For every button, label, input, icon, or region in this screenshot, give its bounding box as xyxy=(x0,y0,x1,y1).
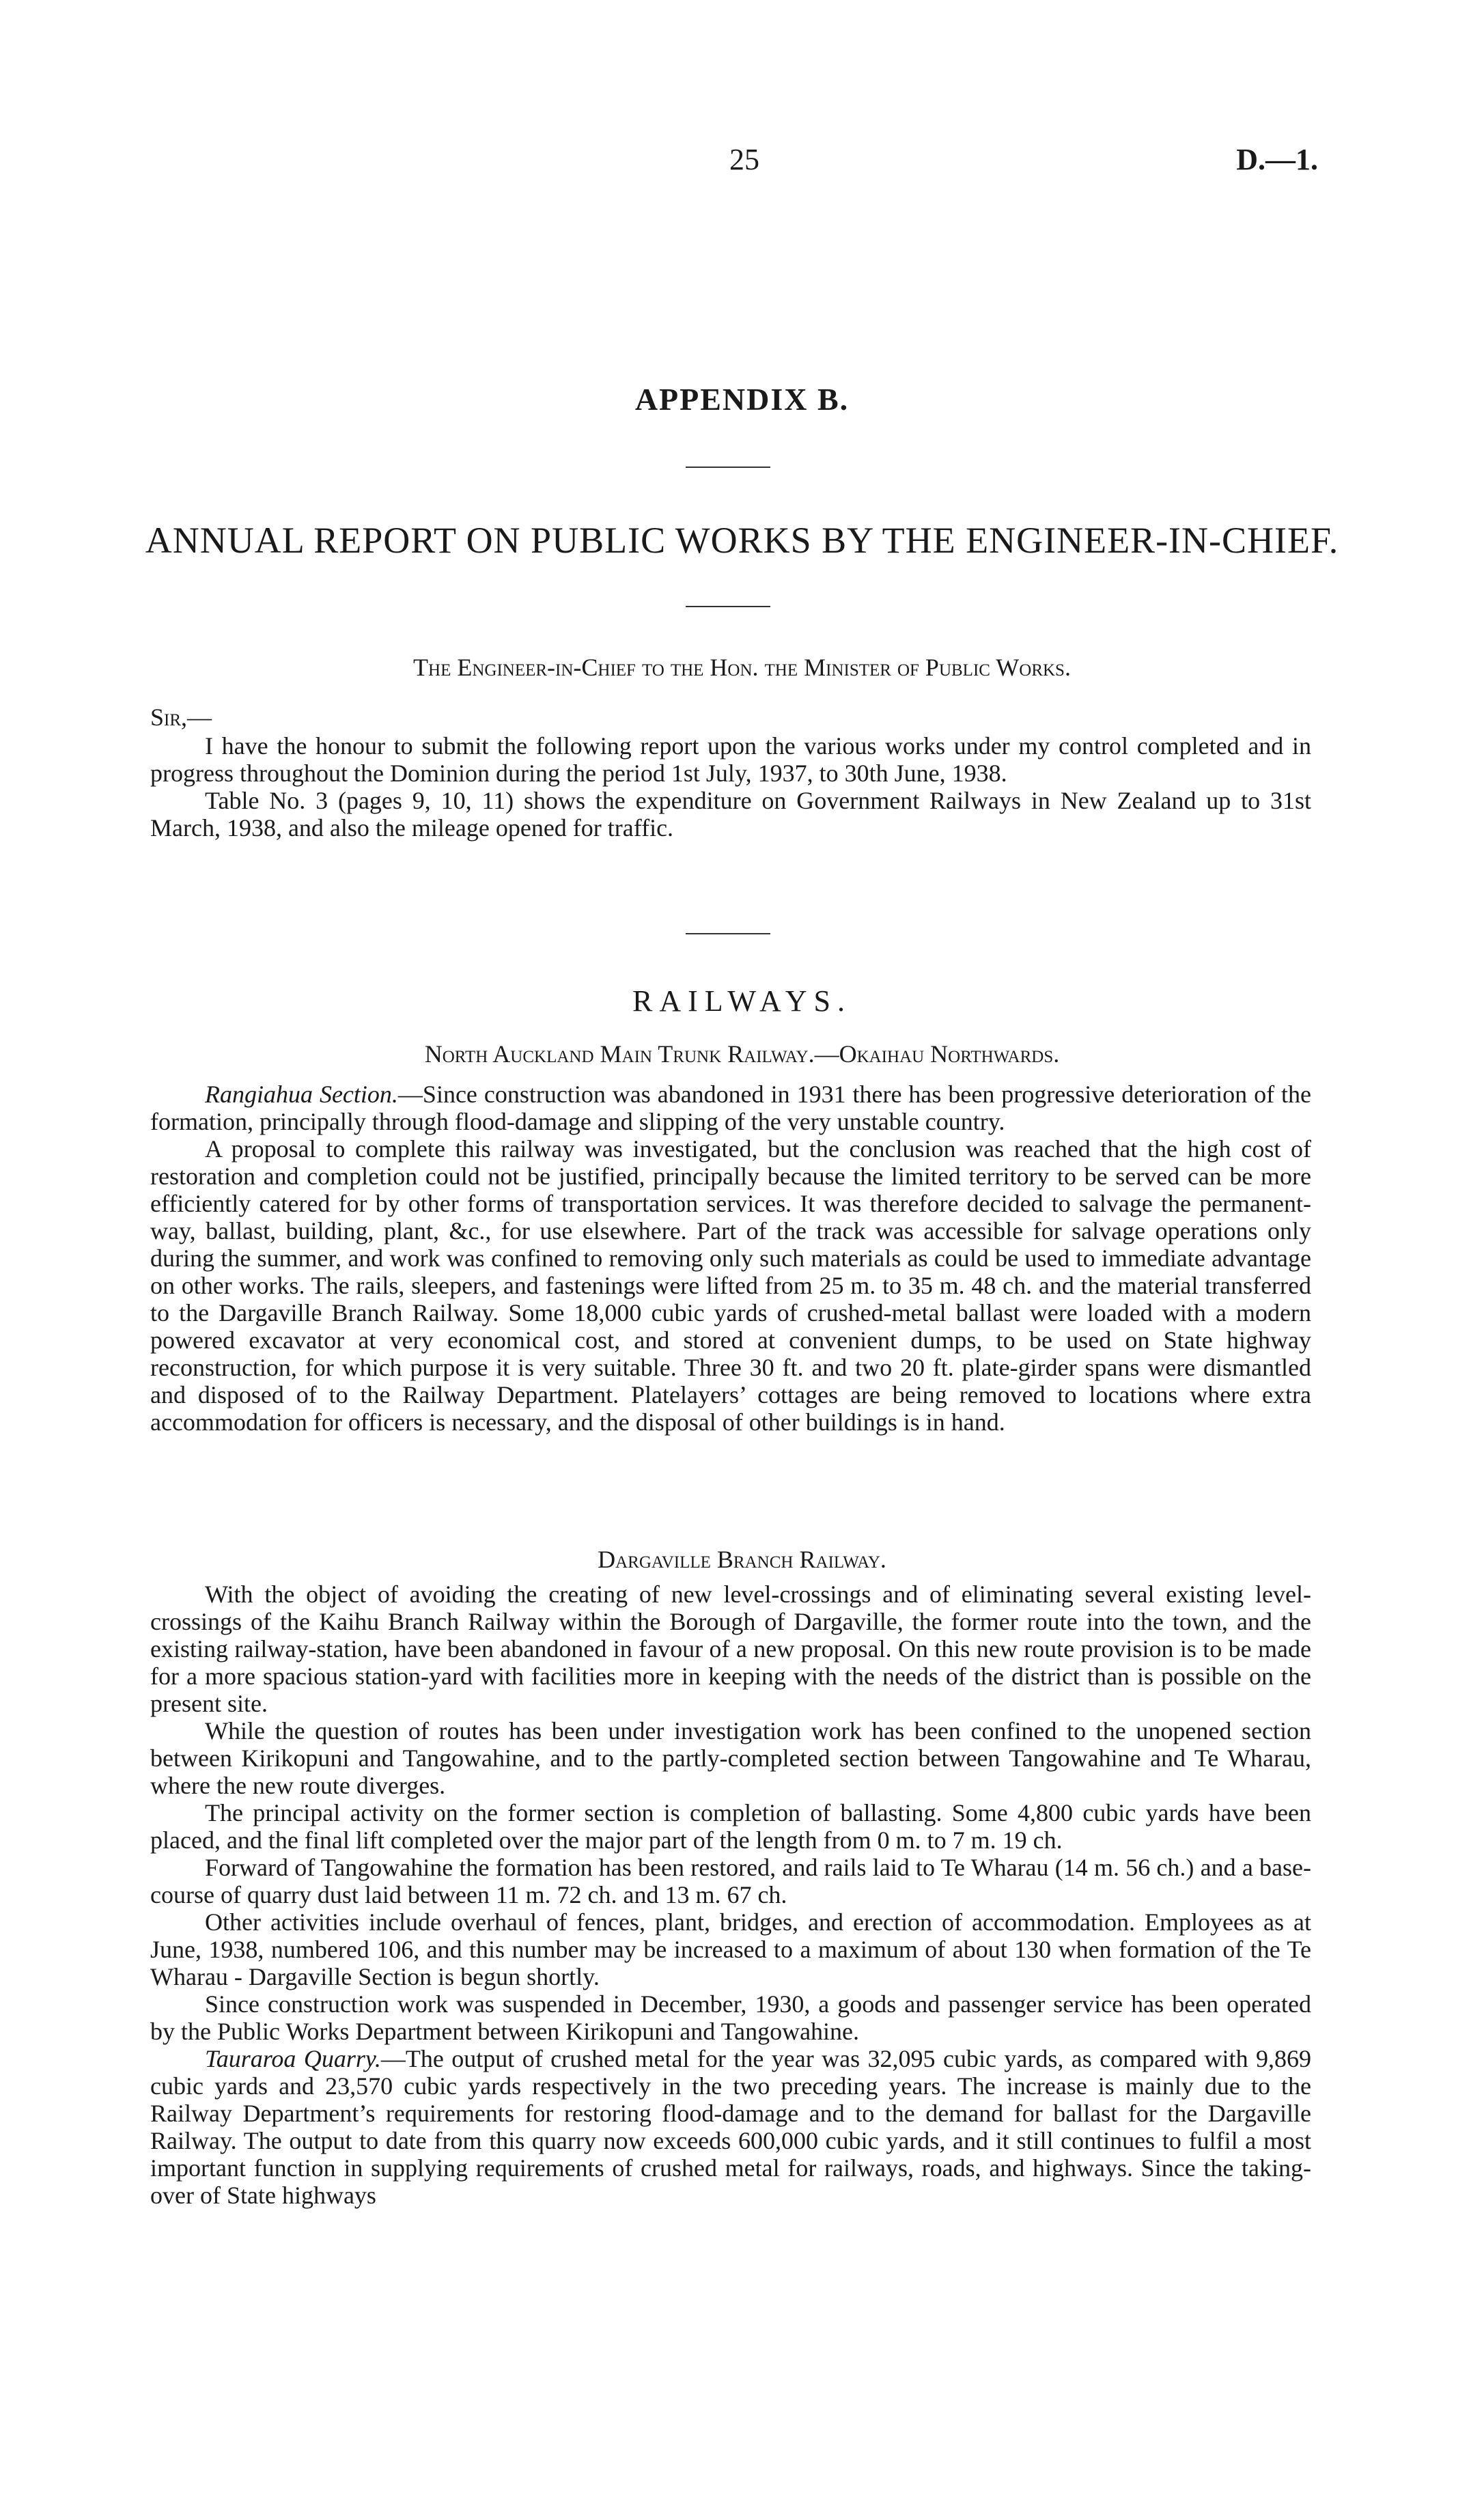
salutation: Sir,— xyxy=(150,704,212,731)
appendix-title: APPENDIX B. xyxy=(634,382,850,417)
italic-lead: Tauraroa Quarry. xyxy=(205,2045,381,2072)
paragraph-text: —The output of crushed metal for the year was 32,095 cubic yards, as compared with 9,869 cubic yards and 23,570 cubic yards respectively in the two preceding years. The increase is mainly due to the Railway Department’s requirements for restoring flood-damage and to the demand for ballast for the Dargaville Railway. The output to date from this quarry now exceeds 600,000 cubic yards, and it still continues to fulfil a most important function in supplying requirements of crushed metal for railways, roads, and highways. Since the taking-over of State highways xyxy=(150,2045,1311,2209)
paragraph: A proposal to complete this railway was investigated, but the conclusion was reached that the high cost of restoration and completion could not be justified, principally because the limited territory to be served can be more efficiently catered for by other forms of transportation services. It was therefore decided to salvage the permanent-way, ballast, building, plant, &c., for use elsewhere. Part of the track was accessible for salvage operations only during the summer, and work was confined to removing only such materials as could be used to immediate advantage on other works. The rails, sleepers, and fastenings were lifted from 25 m. to 35 m. 48 ch. and the material transferred to the Dargaville Branch Railway. Some 18,000 cubic yards of crushed-metal ballast were loaded with a modern powered excavator at very economical cost, and stored at convenient dumps, to be used on State highway reconstruction, for which purpose it is very suitable. Three 30 ft. and two 20 ft. plate-girder spans were dismantled and disposed of to the Railway Department. Platelayers’ cottages are being removed to locations where extra accommodation for officers is necessary, and the disposal of other buildings is in hand. xyxy=(150,1135,1311,1436)
intro-section xyxy=(150,732,1311,842)
paragraph: Other activities include overhaul of fences, plant, bridges, and erection of accommodation. Employees as at June, 1938, numbered 106, and this number may be increased to a maximum of about 130 when formation of the Te Wharau - Dargaville Section is begun shortly. xyxy=(150,1908,1311,1990)
paragraph-text: —Since construction was abandoned in 1931 there has been progressive deterioration of the formation, principally through flood-damage and slipping of the very unstable country. xyxy=(150,1081,1312,1135)
paragraph xyxy=(150,1081,1311,1135)
dargaville-section xyxy=(150,1581,1311,2209)
paragraph: With the object of avoiding the creating of new level-crossings and of eliminating several existing level-crossings of the Kaihu Branch Railway within the Borough of Dargaville, the former route into the town, and the existing railway-station, have been abandoned in favour of a new proposal. On this new route provision is to be made for a more spacious station-yard with facilities more in keeping with the needs of the district than is possible on the present site. xyxy=(150,1581,1311,1717)
report-title: ANNUAL REPORT ON PUBLIC WORKS BY THE ENGINEER-IN-CHIEF. xyxy=(145,520,1339,561)
paragraph: While the question of routes has been under investigation work has been confined to the unopened section between Kirikopuni and Tangowahine, and to the partly-completed section between Tangowahine and Te Wharau, where the new route diverges. xyxy=(150,1717,1311,1799)
address-line: The Engineer-in-Chief to the Hon. the Minister of Public Works. xyxy=(413,654,1071,681)
divider-2 xyxy=(686,606,770,607)
divider-1 xyxy=(686,467,770,468)
italic-lead: Rangiahua Section. xyxy=(205,1081,398,1108)
divider-3 xyxy=(686,933,770,934)
paragraph: Forward of Tangowahine the formation has been restored, and rails laid to Te Wharau (14 m. 56 ch.) and a base-course of quarry dust laid between 11 m. 72 ch. and 13 m. 67 ch. xyxy=(150,1854,1311,1908)
page-number: 25 xyxy=(729,143,759,176)
paragraph: The principal activity on the former section is completion of ballasting. Some 4,800 cubic yards have been placed, and the final lift completed over the major part of the length from 0 m. to 7 m. 19 ch. xyxy=(150,1799,1311,1854)
subsection-heading: North Auckland Main Trunk Railway.—Okaihau Northwards. xyxy=(424,1040,1060,1068)
intro-paragraph: Table No. 3 (pages 9, 10, 11) shows the expenditure on Government Railways in New Zealand up to 31st March, 1938, and also the mileage opened for traffic. xyxy=(150,787,1311,842)
intro-paragraph: I have the honour to submit the following report upon the various works under my control completed and in progress throughout the Dominion during the period 1st July, 1937, to 30th June, 1938. xyxy=(150,732,1311,787)
paragraph xyxy=(150,2045,1311,2209)
subsection-heading: Dargaville Branch Railway. xyxy=(598,1546,886,1573)
section-heading: RAILWAYS. xyxy=(632,984,852,1018)
paragraph: Since construction work was suspended in December, 1930, a goods and passenger service has been operated by the Public Works Department between Kirikopuni and Tangowahine. xyxy=(150,1990,1311,2045)
north-auckland-section xyxy=(150,1081,1311,1436)
document-reference: D.—1. xyxy=(1236,143,1318,176)
